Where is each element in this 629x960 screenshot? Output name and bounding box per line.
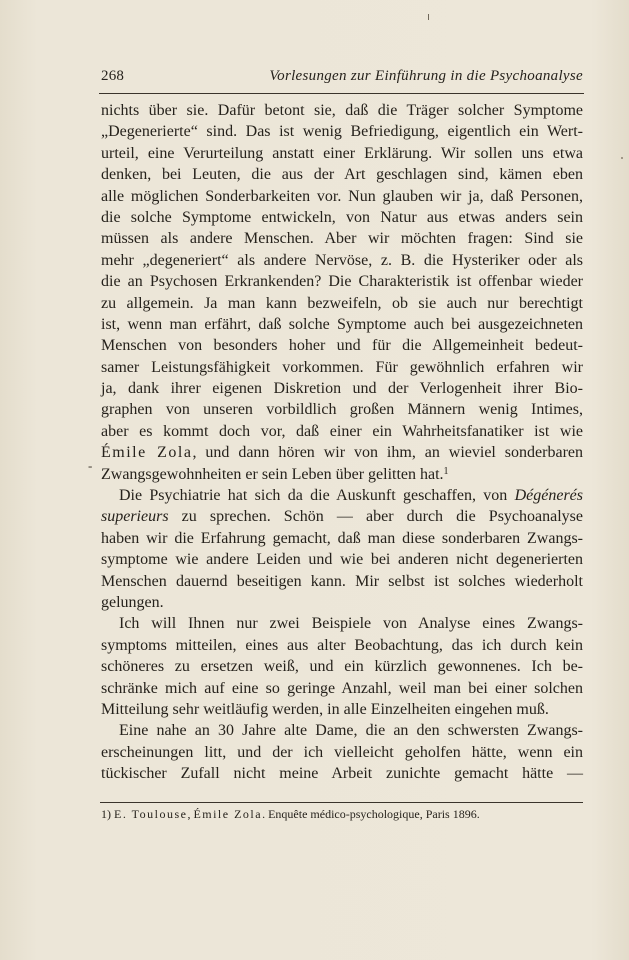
text-line: die solche Symptome entwickeln, von Natur aus etwas anders sein <box>101 208 583 226</box>
text-line: schöneres zu ersetzen weiß, und ein kürzlich gewonnenes. Ich be- <box>101 658 583 676</box>
footnote-text: . Enquête médico-psychologique, Paris 1896. <box>262 807 480 821</box>
text-line: symptome wie andere Leiden und wie bei anderen nicht degenerierten <box>101 551 583 569</box>
text-line: müssen als andere Menschen. Aber wir möchten fragen: Sind sie <box>101 230 583 248</box>
text-line: tückischer Zufall nicht meine Arbeit zunichte gemacht hätte — <box>101 765 583 783</box>
text-line <box>101 442 583 463</box>
footnote-separator: , <box>187 807 194 821</box>
text-line: zu allgemein. Ja man kann bezweifeln, ob sie auch nur berechtigt <box>101 294 583 312</box>
text-fragment: , und dann hören wir von ihm, an wieviel sonderbaren <box>192 444 583 462</box>
text-line: Mitteilung sehr weitläufig werden, in alle Einzelheiten eingehen muß. <box>101 700 549 718</box>
footnote-reference: 1 <box>443 465 449 477</box>
text-line: gelungen. <box>101 593 164 611</box>
ink-speck <box>621 157 623 159</box>
footnote-rule <box>100 802 583 803</box>
running-title: Vorlesungen zur Einführung in die Psychoanalyse <box>269 68 583 84</box>
spaced-name: Émile Zola <box>101 444 193 462</box>
italic-term: superieurs <box>101 508 169 526</box>
text-line: mehr „degeneriert“ als andere Nervöse, z. B. die Hysteriker oder als <box>101 251 583 269</box>
footnote-subject: Émile Zola <box>193 807 263 821</box>
text-line: aber es kommt doch vor, daß einer ein Wahrheitsfanatiker ist wie <box>101 422 583 440</box>
text-line: graphen von unseren vorbildlich großen Männern wenig Intimes, <box>101 401 583 419</box>
text-line: Ich will Ihnen nur zwei Beispiele von Analyse eines Zwangs- <box>119 615 583 633</box>
page-header <box>101 68 583 92</box>
text-line: Menschen dauernd beseitigen kann. Mir selbst ist solches wiederholt <box>101 572 583 590</box>
text-line: denken, bei Leuten, die aus der Art geschlagen sind, kämen eben <box>101 166 583 184</box>
text-line: haben wir die Erfahrung gemacht, daß man diese sonderbaren Zwangs- <box>101 529 583 547</box>
text-fragment: Zwangsgewohnheiten er sein Leben über gelitten hat. <box>101 465 444 483</box>
text-line: erscheinungen litt, und der ich vielleicht geholfen hätte, wenn ein <box>101 743 583 761</box>
text-line: ja, dank ihrer eigenen Diskretion und der Verlogenheit ihrer Bio- <box>101 380 583 398</box>
ink-speck <box>428 14 429 20</box>
text-line: samer Leistungsfähigkeit vorkommen. Für gewöhnlich erfahren wir <box>101 358 583 376</box>
text-line: schränke mich auf eine so geringe Anzahl, weil man bei einer solchen <box>101 679 583 697</box>
footnote-author: E. Toulouse <box>114 807 188 821</box>
text-line: symptoms mitteilen, eines aus alter Beobachtung, das ich durch kein <box>101 636 583 654</box>
body-text <box>101 100 583 785</box>
margin-mark: - <box>88 458 93 473</box>
italic-term: Dégénerés <box>514 487 583 505</box>
text-line <box>101 464 583 485</box>
text-fragment: zu sprechen. Schön — aber durch die Psychoanalyse <box>168 508 583 526</box>
text-line: Eine nahe an 30 Jahre alte Dame, die an den schwersten Zwangs- <box>119 722 583 740</box>
header-rule <box>99 93 584 94</box>
text-fragment: Die Psychiatrie hat sich da die Auskunft geschaffen, von <box>119 487 515 505</box>
text-line <box>101 485 583 506</box>
text-line: alle möglichen Sonderbarkeiten vor. Nun glauben wir ja, daß Personen, <box>101 187 583 205</box>
text-line: urteil, eine Verurteilung anstatt einer Erklärung. Wir sollen uns etwa <box>101 144 583 162</box>
footnote <box>101 806 583 822</box>
text-line: Menschen von besonders hoher und für die Allgemeinheit bedeut- <box>101 337 583 355</box>
text-line: nichts über sie. Dafür betont sie, daß die Träger solcher Symptome <box>101 102 583 119</box>
footnote-marker: 1) <box>101 807 111 821</box>
text-line: die an Psychosen Erkrankenden? Die Charakteristik ist offenbar wieder <box>101 273 583 291</box>
text-line <box>101 506 583 527</box>
text-line: ist, wenn man erfährt, daß solche Symptome auch bei ausgezeichneten <box>101 315 583 333</box>
page-number: 268 <box>101 68 125 84</box>
text-line: „Degenerierte“ sind. Das ist wenig Befriedigung, eigentlich ein Wert- <box>101 123 583 141</box>
